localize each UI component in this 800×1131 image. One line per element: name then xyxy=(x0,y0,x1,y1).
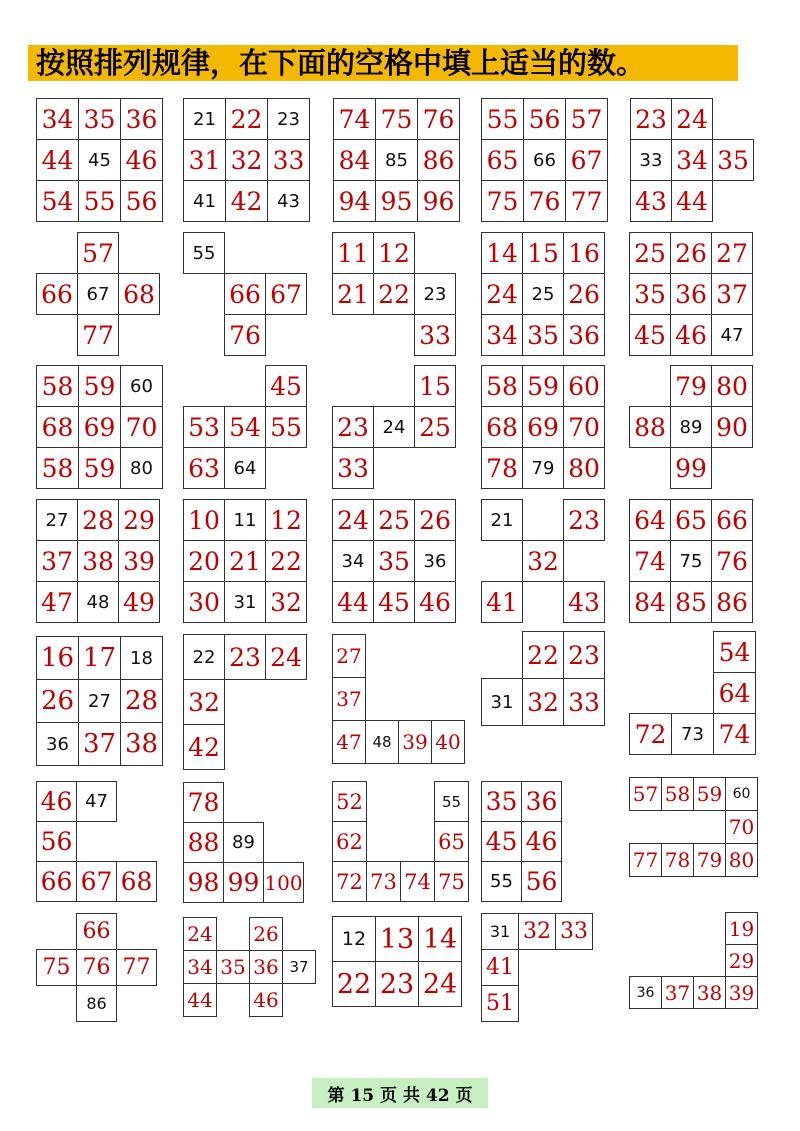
answer-cell: 24 xyxy=(332,499,374,541)
given-cell: 12 xyxy=(332,916,376,962)
answer-cell: 22 xyxy=(373,273,415,315)
answer-cell: 33 xyxy=(414,314,456,356)
answer-cell: 46 xyxy=(249,983,283,1017)
answer-cell: 76 xyxy=(224,314,266,356)
answer-cell: 88 xyxy=(183,822,224,863)
answer-cell: 86 xyxy=(417,139,460,181)
answer-cell: 88 xyxy=(629,406,671,448)
answer-cell: 34 xyxy=(183,950,217,984)
answer-cell: 38 xyxy=(77,540,119,582)
given-cell: 55 xyxy=(434,781,469,822)
given-cell: 48 xyxy=(77,581,119,623)
answer-cell: 44 xyxy=(36,139,79,181)
answer-cell: 24 xyxy=(481,273,523,315)
given-cell: 31 xyxy=(481,913,519,950)
answer-cell: 46 xyxy=(670,314,712,356)
answer-cell: 51 xyxy=(481,985,519,1022)
answer-cell: 35 xyxy=(712,139,754,181)
given-cell: 18 xyxy=(120,636,163,680)
answer-cell: 66 xyxy=(711,499,753,541)
answer-cell: 56 xyxy=(523,98,566,140)
given-cell: 36 xyxy=(36,722,79,766)
answer-cell: 84 xyxy=(333,139,376,181)
answer-cell: 32 xyxy=(183,679,225,725)
answer-cell: 74 xyxy=(333,98,376,140)
page-title: 按照排列规律，在下面的空格中填上适当的数。 xyxy=(28,45,738,81)
answer-cell: 65 xyxy=(434,821,469,862)
given-cell: 36 xyxy=(629,976,662,1009)
answer-cell: 36 xyxy=(249,950,283,984)
given-cell: 85 xyxy=(375,139,418,181)
answer-cell: 26 xyxy=(36,679,79,723)
given-cell: 64 xyxy=(224,447,266,489)
answer-cell: 38 xyxy=(693,976,726,1009)
answer-cell: 36 xyxy=(120,98,163,140)
given-cell: 43 xyxy=(267,180,310,222)
given-cell: 66 xyxy=(523,139,566,181)
answer-cell: 37 xyxy=(711,273,753,315)
answer-cell: 21 xyxy=(224,540,266,582)
answer-cell: 65 xyxy=(670,499,712,541)
answer-cell: 33 xyxy=(555,913,593,950)
answer-cell: 80 xyxy=(725,843,758,877)
answer-cell: 68 xyxy=(116,861,157,902)
answer-cell: 76 xyxy=(523,180,566,222)
answer-cell: 44 xyxy=(332,581,374,623)
answer-cell: 14 xyxy=(418,916,462,962)
given-cell: 31 xyxy=(224,581,266,623)
answer-cell: 15 xyxy=(414,365,456,407)
given-cell: 79 xyxy=(522,447,564,489)
answer-cell: 27 xyxy=(711,232,753,274)
answer-cell: 68 xyxy=(36,406,79,448)
answer-cell: 63 xyxy=(183,447,225,489)
given-cell: 47 xyxy=(711,314,753,356)
given-cell: 89 xyxy=(670,406,712,448)
answer-cell: 98 xyxy=(183,862,224,903)
given-cell: 55 xyxy=(183,232,225,274)
answer-cell: 34 xyxy=(36,98,79,140)
answer-cell: 46 xyxy=(120,139,163,181)
answer-cell: 74 xyxy=(400,861,435,902)
answer-cell: 99 xyxy=(223,862,264,903)
answer-cell: 59 xyxy=(78,447,121,489)
answer-cell: 55 xyxy=(265,406,307,448)
answer-cell: 37 xyxy=(36,540,78,582)
answer-cell: 58 xyxy=(36,365,79,407)
answer-cell: 24 xyxy=(265,634,307,680)
answer-cell: 35 xyxy=(78,98,121,140)
answer-cell: 77 xyxy=(629,843,662,877)
given-cell: 47 xyxy=(76,781,117,822)
answer-cell: 96 xyxy=(417,180,460,222)
answer-cell: 37 xyxy=(78,722,121,766)
given-cell: 37 xyxy=(282,950,316,984)
answer-cell: 33 xyxy=(332,447,374,489)
answer-cell: 72 xyxy=(332,861,367,902)
answer-cell: 44 xyxy=(183,983,217,1017)
answer-cell: 69 xyxy=(78,406,121,448)
answer-cell: 20 xyxy=(183,540,225,582)
given-cell: 48 xyxy=(365,720,399,764)
answer-cell: 57 xyxy=(565,98,608,140)
given-cell: 41 xyxy=(183,180,226,222)
answer-cell: 26 xyxy=(670,232,712,274)
answer-cell: 24 xyxy=(183,917,217,951)
answer-cell: 35 xyxy=(373,540,415,582)
answer-cell: 32 xyxy=(265,581,307,623)
answer-cell: 57 xyxy=(629,777,662,811)
answer-cell: 58 xyxy=(481,365,523,407)
answer-cell: 38 xyxy=(120,722,163,766)
answer-cell: 42 xyxy=(183,724,225,770)
answer-cell: 74 xyxy=(629,540,671,582)
answer-cell: 32 xyxy=(225,139,268,181)
given-cell: 23 xyxy=(414,273,456,315)
answer-cell: 65 xyxy=(481,139,524,181)
answer-cell: 10 xyxy=(183,499,225,541)
answer-cell: 15 xyxy=(522,232,564,274)
answer-cell: 76 xyxy=(711,540,753,582)
given-cell: 21 xyxy=(481,499,523,541)
answer-cell: 70 xyxy=(563,406,605,448)
answer-cell: 47 xyxy=(332,720,366,764)
given-cell: 75 xyxy=(670,540,712,582)
answer-cell: 54 xyxy=(713,631,756,673)
answer-cell: 11 xyxy=(332,232,374,274)
answer-cell: 58 xyxy=(661,777,694,811)
given-cell: 86 xyxy=(76,985,117,1022)
given-cell: 60 xyxy=(120,365,163,407)
answer-cell: 46 xyxy=(521,821,562,862)
answer-cell: 45 xyxy=(629,314,671,356)
given-cell: 55 xyxy=(481,861,522,902)
answer-cell: 45 xyxy=(265,365,307,407)
answer-cell: 64 xyxy=(629,499,671,541)
answer-cell: 99 xyxy=(670,447,712,489)
answer-cell: 67 xyxy=(76,861,117,902)
answer-cell: 79 xyxy=(670,365,712,407)
answer-cell: 34 xyxy=(671,139,713,181)
answer-cell: 66 xyxy=(224,273,266,315)
answer-cell: 67 xyxy=(265,273,307,315)
answer-cell: 70 xyxy=(120,406,163,448)
answer-cell: 16 xyxy=(36,636,79,680)
answer-cell: 77 xyxy=(565,180,608,222)
answer-cell: 32 xyxy=(522,678,564,726)
answer-cell: 19 xyxy=(725,912,758,945)
answer-cell: 75 xyxy=(36,949,77,986)
answer-cell: 37 xyxy=(332,677,366,721)
answer-cell: 94 xyxy=(333,180,376,222)
answer-cell: 37 xyxy=(661,976,694,1009)
answer-cell: 59 xyxy=(693,777,726,811)
answer-cell: 76 xyxy=(76,949,117,986)
given-cell: 45 xyxy=(78,139,121,181)
answer-cell: 55 xyxy=(481,98,524,140)
answer-cell: 43 xyxy=(630,180,672,222)
answer-cell: 56 xyxy=(120,180,163,222)
answer-cell: 23 xyxy=(563,499,605,541)
answer-cell: 25 xyxy=(629,232,671,274)
answer-cell: 33 xyxy=(563,678,605,726)
answer-cell: 14 xyxy=(481,232,523,274)
answer-cell: 17 xyxy=(78,636,121,680)
given-cell: 21 xyxy=(183,98,226,140)
answer-cell: 25 xyxy=(373,499,415,541)
given-cell: 33 xyxy=(630,139,672,181)
answer-cell: 72 xyxy=(629,713,672,755)
answer-cell: 58 xyxy=(36,447,79,489)
answer-cell: 74 xyxy=(713,713,756,755)
answer-cell: 44 xyxy=(671,180,713,222)
answer-cell: 32 xyxy=(518,913,556,950)
answer-cell: 35 xyxy=(522,314,564,356)
answer-cell: 13 xyxy=(375,916,419,962)
answer-cell: 45 xyxy=(481,821,522,862)
page-footer: 第 15 页 共 42 页 xyxy=(312,1078,488,1108)
answer-cell: 60 xyxy=(563,365,605,407)
answer-cell: 12 xyxy=(373,232,415,274)
given-cell: 23 xyxy=(267,98,310,140)
answer-cell: 78 xyxy=(183,782,224,823)
answer-cell: 23 xyxy=(375,961,419,1007)
answer-cell: 79 xyxy=(693,843,726,877)
answer-cell: 43 xyxy=(563,581,605,623)
answer-cell: 35 xyxy=(629,273,671,315)
answer-cell: 45 xyxy=(373,581,415,623)
answer-cell: 64 xyxy=(713,672,756,714)
answer-cell: 75 xyxy=(434,861,469,902)
answer-cell: 78 xyxy=(661,843,694,877)
answer-cell: 24 xyxy=(671,98,713,140)
given-cell: 31 xyxy=(481,678,523,726)
answer-cell: 36 xyxy=(521,781,562,822)
answer-cell: 75 xyxy=(481,180,524,222)
given-cell: 22 xyxy=(183,634,225,680)
answer-cell: 23 xyxy=(630,98,672,140)
answer-cell: 84 xyxy=(629,581,671,623)
answer-cell: 80 xyxy=(711,365,753,407)
answer-cell: 40 xyxy=(431,720,465,764)
answer-cell: 35 xyxy=(216,950,250,984)
answer-cell: 66 xyxy=(36,861,77,902)
answer-cell: 53 xyxy=(183,406,225,448)
answer-cell: 66 xyxy=(36,273,78,315)
answer-cell: 86 xyxy=(711,581,753,623)
answer-cell: 26 xyxy=(249,917,283,951)
answer-cell: 36 xyxy=(563,314,605,356)
answer-cell: 29 xyxy=(118,499,160,541)
answer-cell: 46 xyxy=(36,781,77,822)
answer-cell: 26 xyxy=(563,273,605,315)
answer-cell: 73 xyxy=(366,861,401,902)
answer-cell: 21 xyxy=(332,273,374,315)
given-cell: 11 xyxy=(224,499,266,541)
answer-cell: 49 xyxy=(118,581,160,623)
answer-cell: 47 xyxy=(36,581,78,623)
answer-cell: 52 xyxy=(332,781,367,822)
given-cell: 34 xyxy=(332,540,374,582)
given-cell: 67 xyxy=(77,273,119,315)
answer-cell: 36 xyxy=(670,273,712,315)
answer-cell: 26 xyxy=(414,499,456,541)
answer-cell: 22 xyxy=(225,98,268,140)
answer-cell: 66 xyxy=(76,913,117,950)
given-cell: 80 xyxy=(120,447,163,489)
given-cell: 24 xyxy=(373,406,415,448)
answer-cell: 54 xyxy=(36,180,79,222)
answer-cell: 22 xyxy=(265,540,307,582)
answer-cell: 29 xyxy=(725,944,758,977)
answer-cell: 75 xyxy=(375,98,418,140)
answer-cell: 41 xyxy=(481,949,519,986)
answer-cell: 68 xyxy=(118,273,160,315)
answer-cell: 55 xyxy=(78,180,121,222)
answer-cell: 54 xyxy=(224,406,266,448)
answer-cell: 16 xyxy=(563,232,605,274)
answer-cell: 39 xyxy=(118,540,160,582)
answer-cell: 23 xyxy=(563,631,605,679)
answer-cell: 32 xyxy=(522,540,564,582)
answer-cell: 42 xyxy=(225,180,268,222)
answer-cell: 39 xyxy=(398,720,432,764)
answer-cell: 95 xyxy=(375,180,418,222)
answer-cell: 100 xyxy=(263,862,304,903)
answer-cell: 12 xyxy=(265,499,307,541)
answer-cell: 67 xyxy=(565,139,608,181)
answer-cell: 59 xyxy=(78,365,121,407)
answer-cell: 76 xyxy=(417,98,460,140)
answer-cell: 77 xyxy=(77,314,119,356)
answer-cell: 30 xyxy=(183,581,225,623)
answer-cell: 57 xyxy=(77,232,119,274)
answer-cell: 46 xyxy=(414,581,456,623)
answer-cell: 28 xyxy=(77,499,119,541)
answer-cell: 39 xyxy=(725,976,758,1009)
answer-cell: 68 xyxy=(481,406,523,448)
answer-cell: 23 xyxy=(224,634,266,680)
given-cell: 27 xyxy=(36,499,78,541)
given-cell: 36 xyxy=(414,540,456,582)
answer-cell: 22 xyxy=(522,631,564,679)
answer-cell: 23 xyxy=(332,406,374,448)
answer-cell: 28 xyxy=(120,679,163,723)
answer-cell: 69 xyxy=(522,406,564,448)
answer-cell: 24 xyxy=(418,961,462,1007)
answer-cell: 34 xyxy=(481,314,523,356)
answer-cell: 22 xyxy=(332,961,376,1007)
answer-cell: 80 xyxy=(563,447,605,489)
answer-cell: 90 xyxy=(711,406,753,448)
answer-cell: 62 xyxy=(332,821,367,862)
given-cell: 73 xyxy=(671,713,714,755)
answer-cell: 27 xyxy=(332,634,366,678)
given-cell: 25 xyxy=(522,273,564,315)
answer-cell: 33 xyxy=(267,139,310,181)
given-cell: 27 xyxy=(78,679,121,723)
answer-cell: 31 xyxy=(183,139,226,181)
answer-cell: 25 xyxy=(414,406,456,448)
answer-cell: 41 xyxy=(481,581,523,623)
answer-cell: 85 xyxy=(670,581,712,623)
given-cell: 89 xyxy=(223,822,264,863)
answer-cell: 78 xyxy=(481,447,523,489)
answer-cell: 56 xyxy=(521,861,562,902)
answer-cell: 59 xyxy=(522,365,564,407)
answer-cell: 35 xyxy=(481,781,522,822)
answer-cell: 56 xyxy=(36,821,77,862)
answer-cell: 77 xyxy=(116,949,157,986)
answer-cell: 70 xyxy=(725,810,758,844)
given-cell: 60 xyxy=(725,777,758,811)
